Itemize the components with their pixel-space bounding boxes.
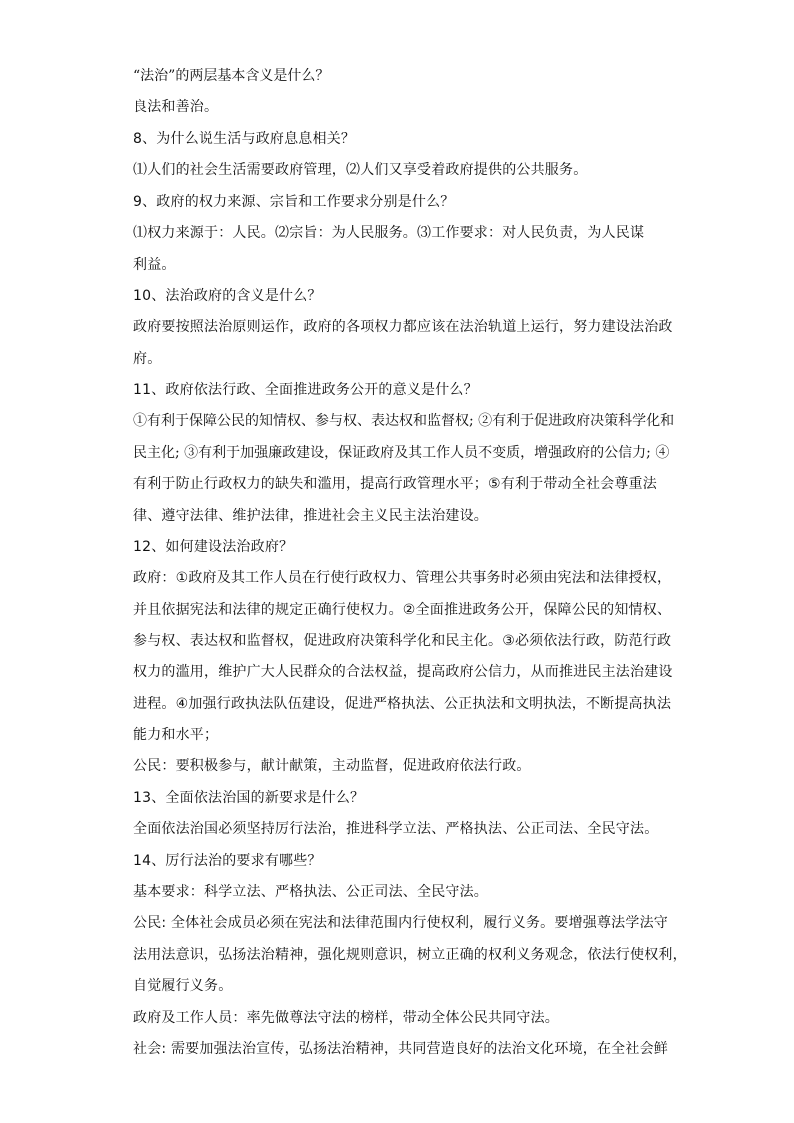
text-line: 并且依据宪法和法律的规定正确行使权力。②全面推进政务公开，保障公民的知情权、 xyxy=(133,602,672,618)
question-heading: 9、政府的权力来源、宗旨和工作要求分别是什么？ xyxy=(133,194,455,210)
text-line: 社会: 需要加强法治宣传，弘扬法治精神，共同营造良好的法治文化环境，在全社会鲜 xyxy=(133,1041,668,1057)
text-line: 民主化; ③有利于加强廉政建设，保证政府及其工作人员不变质，增强政府的公信力; ④ xyxy=(133,445,670,461)
question-heading: 11、政府依法行政、全面推进政务公开的意义是什么？ xyxy=(133,382,478,398)
text-line: ⑴人们的社会生活需要政府管理，⑵人们又享受着政府提供的公共服务。 xyxy=(133,162,588,178)
text-line: 公民：要积极参与，献计献策，主动监督，促进政府依法行政。 xyxy=(133,758,531,774)
text-line: 政府：①政府及其工作人员在行使行政权力、管理公共事务时必须由宪法和法律授权， xyxy=(133,570,672,586)
text-line: “法治”的两层基本含义是什么？ xyxy=(133,68,330,84)
question-heading: 12、如何建设法治政府？ xyxy=(133,539,294,555)
text-line: 府。 xyxy=(133,351,162,367)
text-line: ⑴权力来源于：人民。⑵宗旨：为人民服务。⑶工作要求：对人民负责，为人民谋 xyxy=(133,225,645,241)
text-line: 权力的滥用，维护广大人民群众的合法权益，提高政府公信力，从而推进民主法治建设 xyxy=(133,664,673,680)
question-heading: 8、为什么说生活与政府息息相关？ xyxy=(133,131,356,147)
text-line: 政府及工作人员：率先做尊法守法的榜样，带动全体公民共同守法。 xyxy=(133,1010,559,1026)
text-line: 律、遵守法律、维护法律，推进社会主义民主法治建设。 xyxy=(133,508,488,524)
text-line: 全面依法治国必须坚持厉行法治，推进科学立法、严格执法、公正司法、全民守法。 xyxy=(133,821,659,837)
text-line: ①有利于保障公民的知情权、参与权、表达权和监督权; ②有利于促进政府决策科学化和 xyxy=(133,413,675,429)
question-heading: 10、法治政府的含义是什么？ xyxy=(133,288,322,304)
question-heading: 13、全面依法治国的新要求是什么？ xyxy=(133,790,365,806)
text-line: 政府要按照法治原则运作，政府的各项权力都应该在法治轨道上运行，努力建设法治政 xyxy=(133,319,673,335)
text-line: 自觉履行义务。 xyxy=(133,978,233,994)
text-line: 良法和善治。 xyxy=(133,99,219,115)
text-line: 进程。④加强行政执法队伍建设，促进严格执法、公正执法和文明执法，不断提高执法 xyxy=(133,696,672,712)
text-line: 法用法意识，弘扬法治精神，强化规则意识，树立正确的权利义务观念，依法行使权利， xyxy=(133,947,687,963)
question-heading: 14、厉行法治的要求有哪些？ xyxy=(133,853,322,869)
text-line: 公民: 全体社会成员必须在宪法和法律范围内行使权利，履行义务。要增强尊法学法守 xyxy=(133,915,668,931)
text-line: 能力和水平； xyxy=(133,727,219,743)
text-line: 参与权、表达权和监督权，促进政府决策科学化和民主化。③必须依法行政，防范行政 xyxy=(133,633,672,649)
text-line: 基本要求：科学立法、严格执法、公正司法、全民守法。 xyxy=(133,884,488,900)
text-line: 有利于防止行政权力的缺失和滥用，提高行政管理水平；⑤有利于带动全社会尊重法 xyxy=(133,476,657,492)
text-line: 利益。 xyxy=(133,257,176,273)
